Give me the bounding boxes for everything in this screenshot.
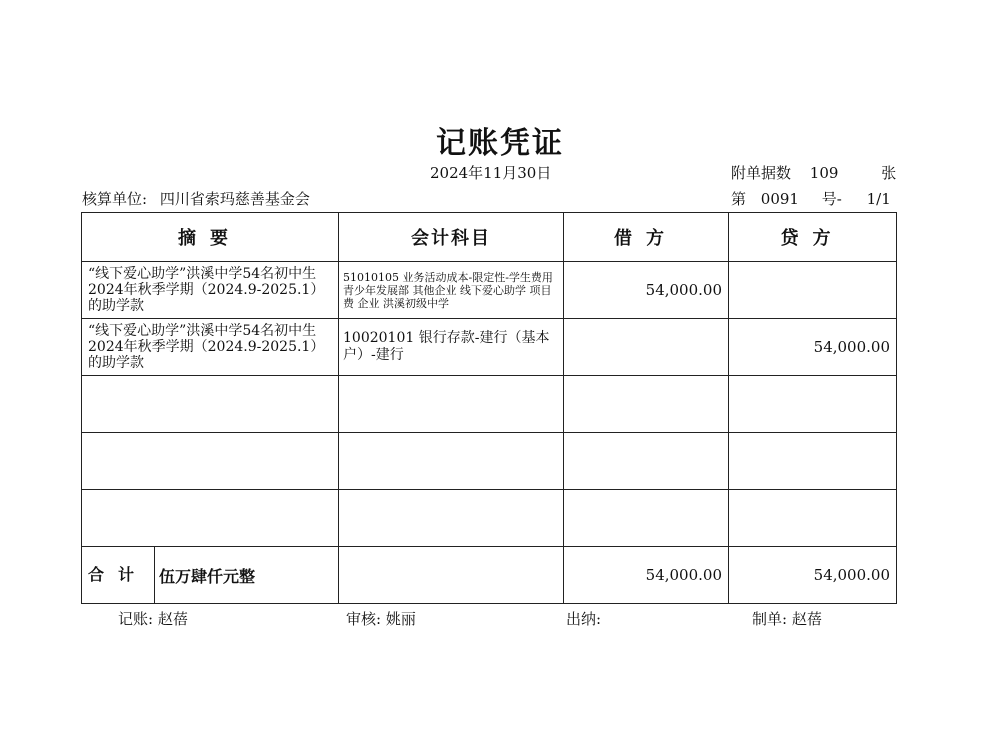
- empty-row: [82, 433, 897, 490]
- table-row: [82, 319, 897, 376]
- empty-cell: [82, 433, 339, 490]
- row-debit: [564, 319, 729, 376]
- row-summary: “线下爱心助学”洪溪中学54名初中生2024年秋季学期（2024.9-2025.1）的助学款: [82, 319, 339, 376]
- table-row: [82, 262, 897, 319]
- empty-cell: [339, 433, 564, 490]
- header-credit: 贷方: [729, 213, 897, 262]
- total-spacer: [339, 547, 564, 604]
- empty-row: [82, 490, 897, 547]
- row-credit: 54,000.00: [729, 319, 897, 376]
- total-debit: 54,000.00: [564, 547, 729, 604]
- row-account: 10020101 银行存款-建行（基本户）-建行: [339, 319, 564, 376]
- table-header-row: [82, 213, 897, 262]
- empty-cell: [729, 376, 897, 433]
- header-account: 会计科目: [339, 213, 564, 262]
- empty-cell: [82, 490, 339, 547]
- number-prefix: 第: [731, 190, 747, 208]
- footer-bookkeeper: 记账: 赵蓓: [118, 610, 188, 628]
- row-account: 51010105 业务活动成本-限定性-学生费用 青少年发展部 其他企业 线下爱心助学 项目费 企业 洪溪初级中学: [339, 262, 564, 319]
- empty-row: [82, 376, 897, 433]
- empty-cell: [564, 433, 729, 490]
- empty-cell: [729, 433, 897, 490]
- empty-cell: [564, 376, 729, 433]
- row-credit: [729, 262, 897, 319]
- attachments-info: [731, 162, 896, 183]
- footer-reviewer: 审核: 姚丽: [346, 610, 416, 628]
- accounting-unit: [82, 188, 310, 209]
- number-value: 0091: [760, 190, 799, 208]
- number-suffix: 号-: [821, 190, 842, 208]
- unit-name: 四川省索玛慈善基金会: [159, 190, 310, 208]
- empty-cell: [82, 376, 339, 433]
- empty-cell: [564, 490, 729, 547]
- voucher-date: 2024年11月30日: [430, 164, 552, 182]
- voucher-title: 记账凭证: [436, 126, 564, 161]
- header-debit: 借方: [564, 213, 729, 262]
- footer-cashier: 出纳:: [566, 610, 602, 628]
- total-row: [82, 547, 897, 604]
- unit-label: 核算单位:: [82, 190, 148, 208]
- voucher-number: [731, 188, 891, 209]
- total-cell: [82, 547, 339, 604]
- attachments-count: 109: [809, 164, 839, 182]
- attachments-label: 附单据数: [731, 164, 792, 182]
- page-indicator: 1/1: [866, 190, 891, 208]
- row-debit: 54,000.00: [564, 262, 729, 319]
- total-label: 合计: [82, 547, 155, 603]
- total-credit: 54,000.00: [729, 547, 897, 604]
- footer-preparer: 制单: 赵蓓: [752, 610, 822, 628]
- header-summary: 摘要: [82, 213, 339, 262]
- empty-cell: [339, 376, 564, 433]
- total-amount-words: 伍万肆仟元整: [159, 566, 256, 586]
- row-summary: “线下爱心助学”洪溪中学54名初中生2024年秋季学期（2024.9-2025.1）的助学款: [82, 262, 339, 319]
- empty-cell: [729, 490, 897, 547]
- voucher-table: [81, 212, 897, 604]
- empty-cell: [339, 490, 564, 547]
- attachments-unit: 张: [881, 164, 897, 182]
